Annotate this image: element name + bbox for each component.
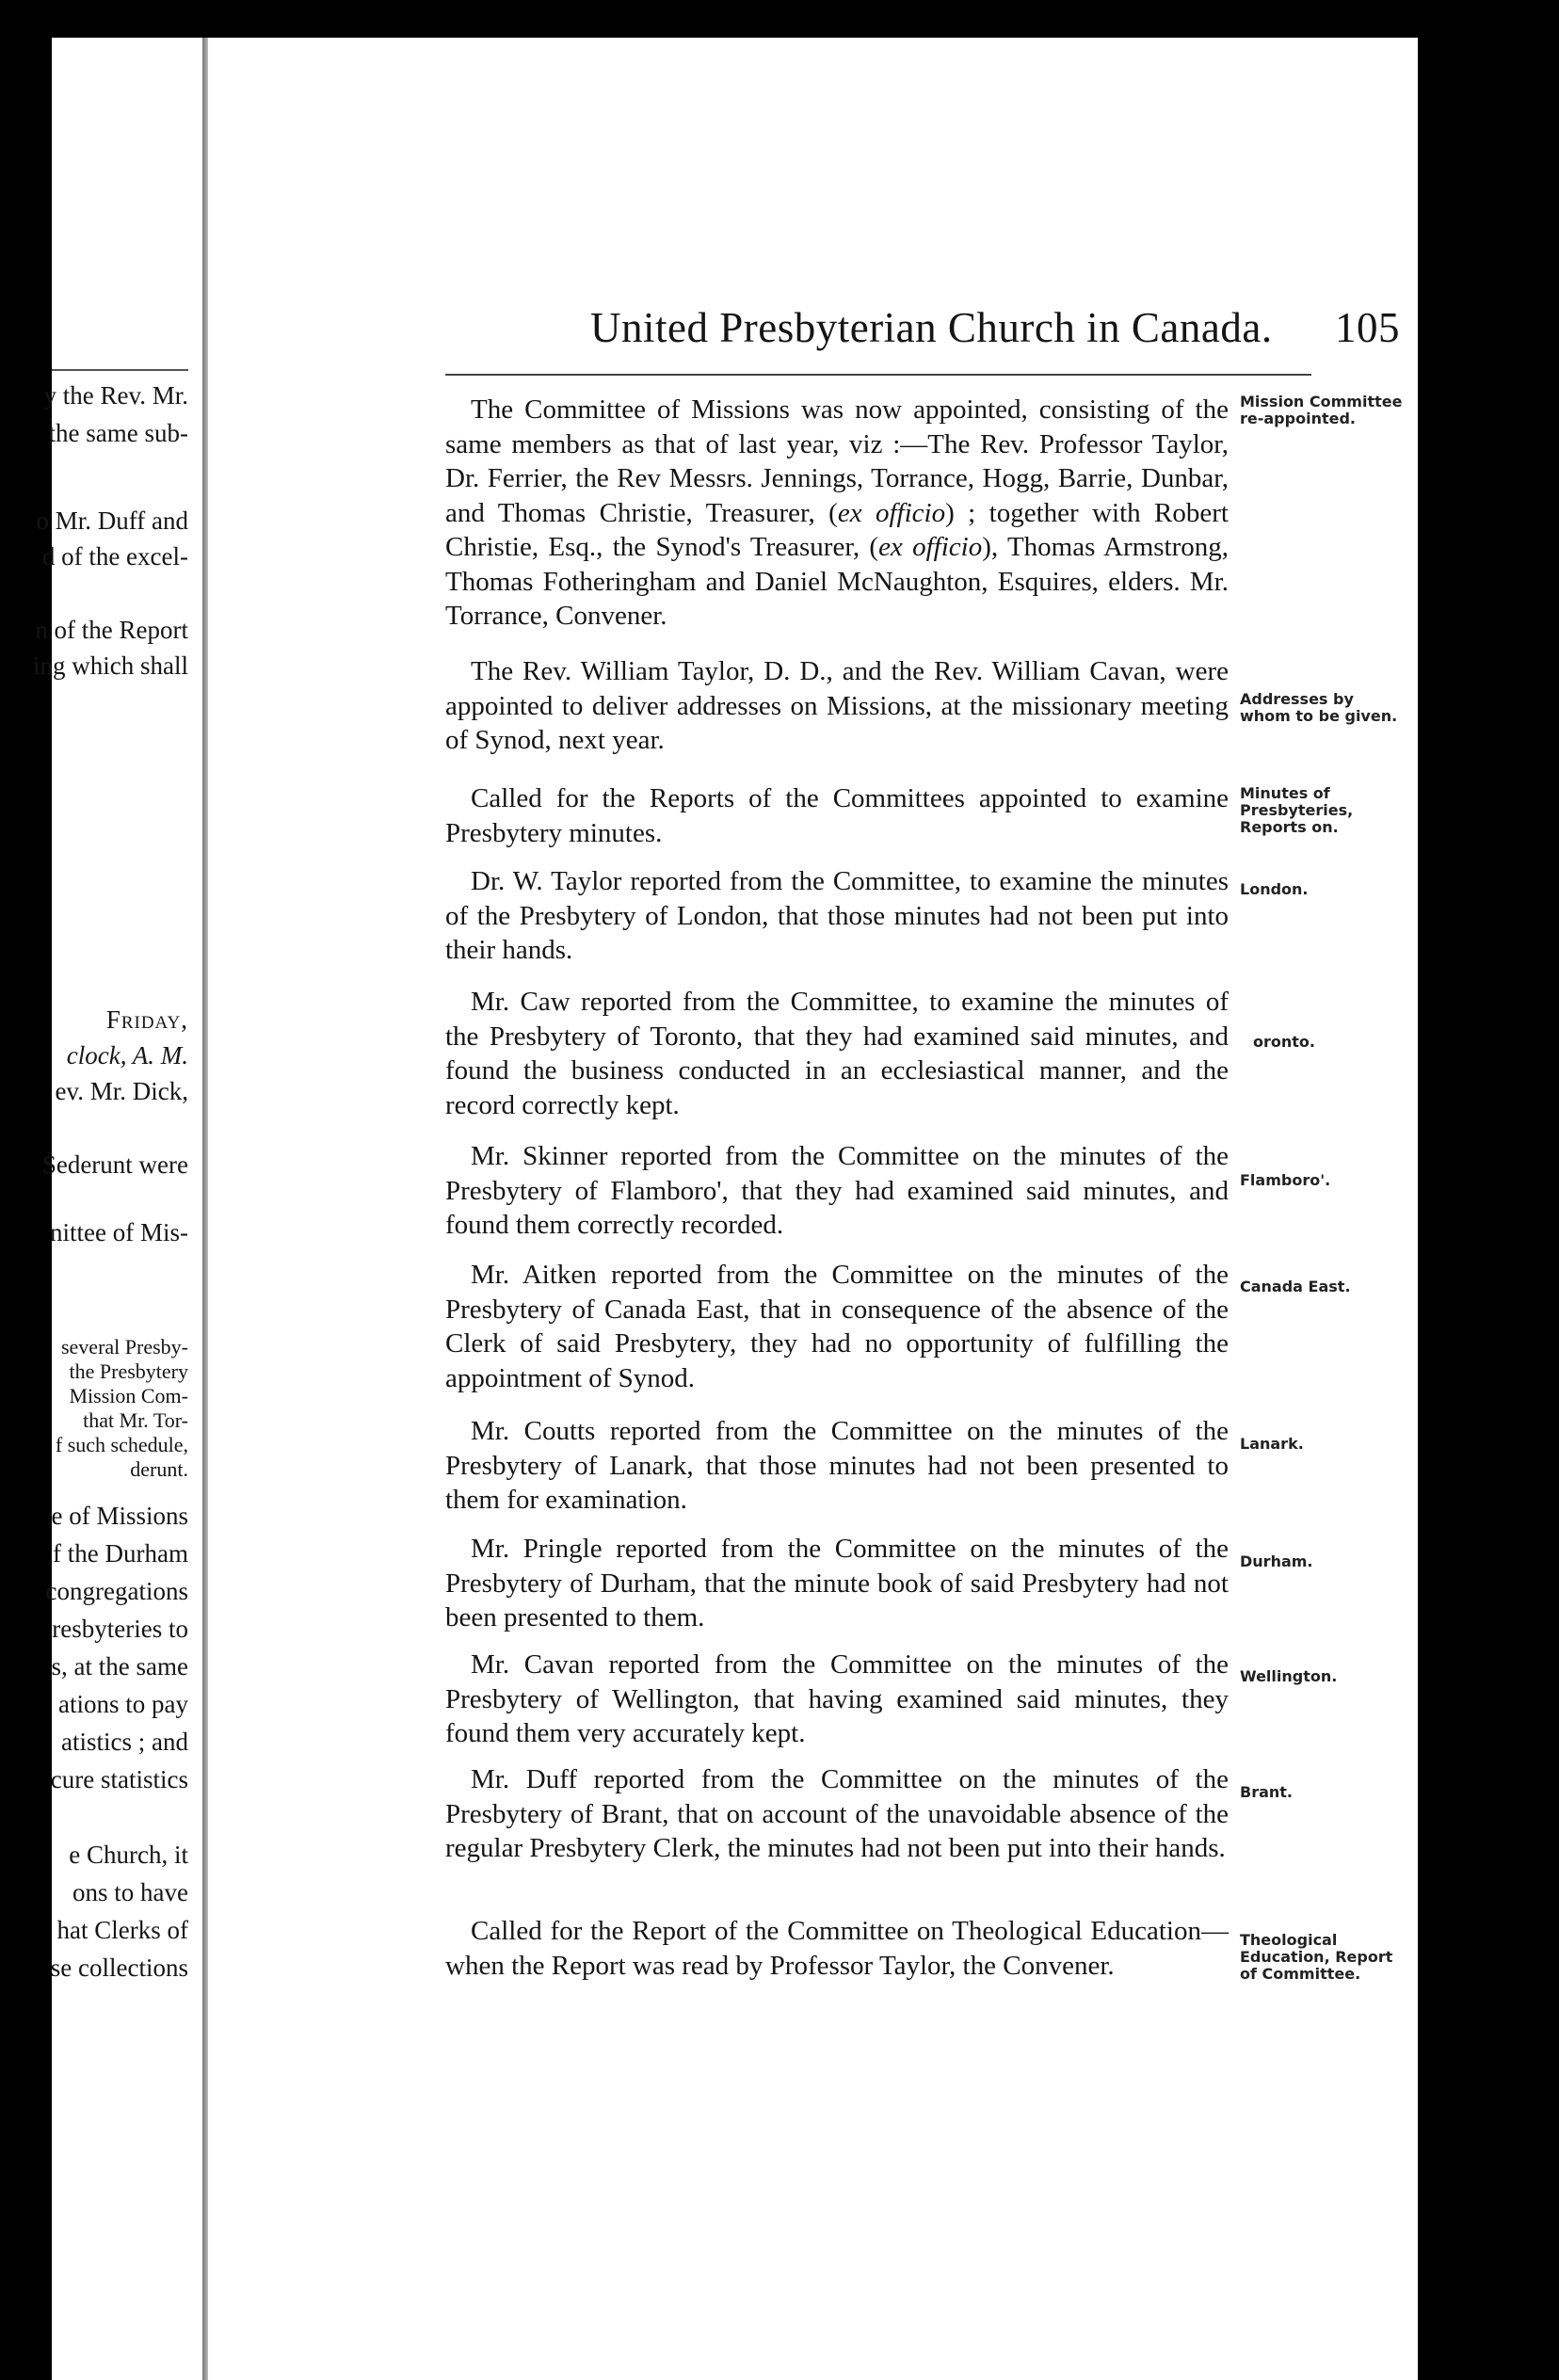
margin-note-durham: Durham. xyxy=(1240,1552,1313,1570)
margin-note-canada-east: Canada East. xyxy=(1240,1278,1351,1295)
left-page-line: that Mr. Tor- xyxy=(83,1408,188,1432)
left-page-line: f such schedule, xyxy=(55,1433,188,1456)
left-page-line: hat Clerks of xyxy=(56,1916,188,1944)
paragraph-london: Dr. W. Taylor reported from the Committee, to examine the minutes of the Presbytery of London, that those minutes had not been put into their hands. xyxy=(445,866,1229,965)
margin-note-flamboro: Flamboro'. xyxy=(1240,1171,1331,1189)
left-page-line: congregations xyxy=(45,1577,188,1605)
paragraph-canada-east: Mr. Aitken reported from the Committee on the minutes of the Presbytery of Canada East, that in consequence of the absence of the Clerk of said Presbytery, they had no opportunity of fulfilling the appointment of Synod. xyxy=(445,1260,1229,1393)
left-page-line: Friday, xyxy=(105,1005,188,1034)
paragraph-reports-called: Called for the Reports of the Committees appointed to examine Presbytery minutes. xyxy=(445,783,1229,848)
paragraph-flamboro: Mr. Skinner reported from the Committee on the minutes of the Presbytery of Flamboro', that they had examined said minutes, and found them correctly recorded. xyxy=(445,1141,1229,1240)
left-page-line: f the Durham xyxy=(53,1539,188,1568)
margin-note-mission-committee: Mission Committee re-appointed. xyxy=(1240,393,1403,427)
left-page-line: ev. Mr. Dick, xyxy=(55,1077,188,1105)
scan-border-left xyxy=(0,0,52,2380)
main-page xyxy=(208,38,1418,2380)
left-page-line: ons to have xyxy=(72,1878,188,1906)
left-page-line: resbyteries to xyxy=(52,1615,188,1643)
paragraph-durham: Mr. Pringle reported from the Committee on the minutes of the Presbytery of Durham, that the minute book of said Presbytery had not been presented to them. xyxy=(445,1534,1229,1632)
left-page-line: several Presby- xyxy=(60,1335,188,1359)
left-page-line: e of Missions xyxy=(51,1502,188,1530)
paragraph-theological-education: Called for the Report of the Committee on Theological Education—when the Report was read by Professor Taylor, the Convener. xyxy=(445,1916,1229,1981)
margin-note-brant: Brant. xyxy=(1240,1783,1293,1801)
paragraph-mission-committee: The Committee of Missions was now appointed, consisting of the same members as that of last year, viz :—The Rev. Professor Taylor, Dr. Ferrier, the Rev Messrs. Jennings, Torrance, Hogg, Barrie, Dunbar, and Thomas Christie, Treasurer, (ex officio) ; together with Robert Christie, Esq., the Synod's Treasurer, (ex officio), Thomas Armstrong, Thomas Fotheringham and Daniel McNaughton, Esquires, elders. Mr. Torrance, Convener. xyxy=(445,394,1230,631)
left-page-rule xyxy=(52,369,188,371)
margin-note-minutes: Minutes of Presbyteries, Reports on. xyxy=(1240,784,1354,836)
paragraph-brant: Mr. Duff reported from the Committee on the minutes of the Presbytery of Brant, that on account of the unavoidable absence of the regular Presbytery Clerk, the minutes had not been put into their hands. xyxy=(445,1764,1229,1863)
margin-note-theological-education: Theological Education, Report of Committee. xyxy=(1240,1931,1393,1983)
margin-note-london: London. xyxy=(1240,880,1309,898)
left-page-line: se collections xyxy=(50,1954,188,1982)
left-page-line: s, at the same xyxy=(51,1652,188,1680)
left-page-line: nittee of Mis- xyxy=(50,1218,188,1246)
margin-note-lanark: Lanark. xyxy=(1240,1435,1304,1453)
paragraph-addresses: The Rev. William Taylor, D. D., and the Rev. William Cavan, were appointed to deliver addresses on Missions, at the missionary meeting of Synod, next year. xyxy=(445,656,1229,755)
header-rule xyxy=(445,374,1311,376)
paragraph-lanark: Mr. Coutts reported from the Committee on the minutes of the Presbytery of Lanark, that those minutes had not been presented to them for examination. xyxy=(445,1416,1229,1515)
left-page-line: ing which shall xyxy=(33,651,188,680)
left-page-line: n of the Report xyxy=(35,616,188,644)
paragraph-toronto: Mr. Caw reported from the Committee, to examine the minutes of the Presbytery of Toronto, that they had examined said minutes, and found the business conducted in an ecclesiastical manner, and the record correctly kept. xyxy=(445,987,1229,1120)
left-page-line: the Presbytery xyxy=(69,1359,188,1383)
margin-note-toronto: oronto. xyxy=(1253,1033,1315,1051)
left-page-line: Sederunt were xyxy=(41,1150,188,1179)
left-page-line: clock, A. M. xyxy=(66,1041,188,1069)
left-page-line: e Church, it xyxy=(69,1841,188,1869)
left-page-line: cure statistics xyxy=(50,1765,188,1793)
left-page-line: the same sub- xyxy=(48,419,188,447)
margin-note-addresses: Addresses by whom to be given. xyxy=(1240,690,1398,725)
left-page-line: y the Rev. Mr. xyxy=(43,381,188,410)
left-page-line: derunt. xyxy=(130,1457,188,1481)
paragraph-wellington: Mr. Cavan reported from the Committee on the minutes of the Presbytery of Wellington, that having examined said minutes, they found them very accurately kept. xyxy=(445,1649,1229,1748)
scan-border-right xyxy=(1418,0,1559,2380)
left-page-line: d of the excel- xyxy=(41,542,188,571)
left-page-line: ations to pay xyxy=(58,1690,188,1718)
left-page-fragment xyxy=(33,38,202,2380)
left-page-line: o Mr. Duff and xyxy=(36,507,188,535)
left-page-line: Mission Com- xyxy=(69,1384,188,1407)
running-head-title: United Presbyterian Church in Canada. xyxy=(590,304,1273,351)
left-page-line: atistics ; and xyxy=(61,1728,188,1756)
margin-note-wellington: Wellington. xyxy=(1240,1667,1338,1685)
page-number: 105 xyxy=(1335,304,1400,351)
